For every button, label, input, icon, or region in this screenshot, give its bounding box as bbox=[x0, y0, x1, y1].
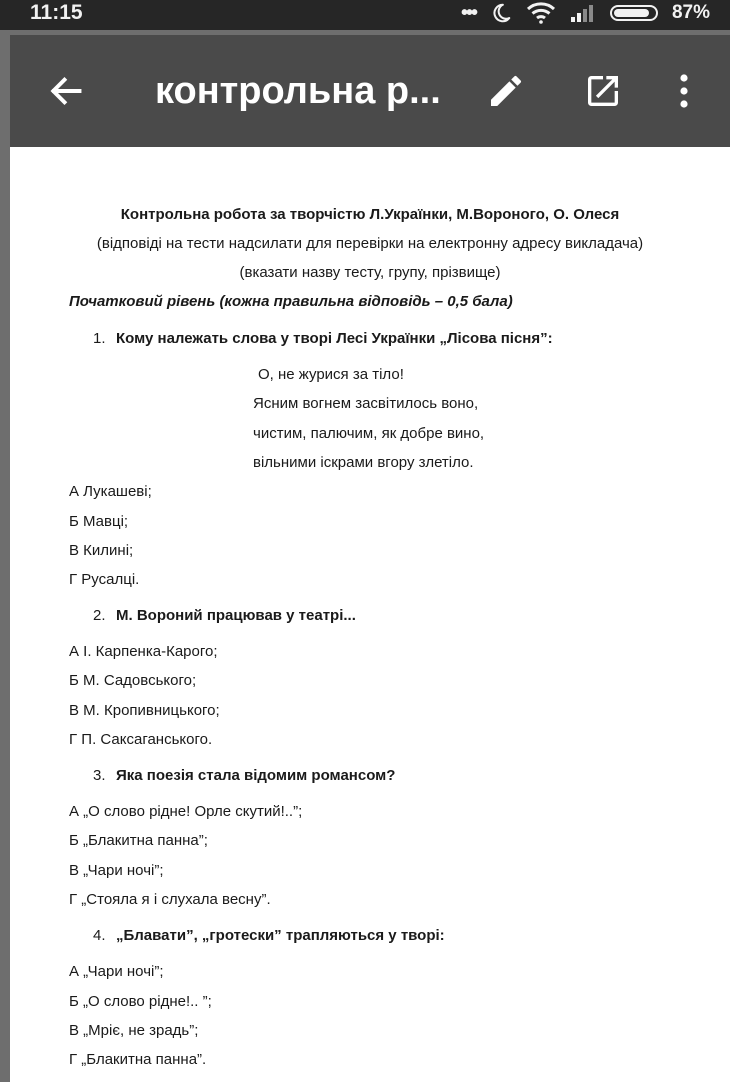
back-arrow-icon[interactable] bbox=[48, 73, 84, 109]
question-text: М. Вороний працював у театрі... bbox=[116, 607, 356, 624]
answer-option: А „Чари ночі”; bbox=[69, 963, 164, 980]
edit-pencil-icon[interactable] bbox=[486, 71, 526, 111]
answer-option: А Лукашеві; bbox=[69, 483, 152, 500]
status-bar bbox=[0, 0, 730, 30]
answer-option: А „О слово рідне! Орле скутий!..”; bbox=[69, 803, 303, 820]
more-notifications-icon: ••• bbox=[460, 1, 476, 24]
answer-option: Б Мавці; bbox=[69, 513, 129, 530]
answer-option: В „Чари ночі”; bbox=[69, 862, 164, 879]
answer-option: В „Мріє, не зрадь”; bbox=[69, 1022, 199, 1039]
answer-option: Б „Блакитна панна”; bbox=[69, 832, 208, 849]
answer-option: В М. Кропивницького; bbox=[69, 702, 220, 719]
battery-icon bbox=[610, 5, 658, 21]
wifi-icon bbox=[526, 2, 556, 24]
answer-option: А І. Карпенка-Карого; bbox=[69, 643, 218, 660]
question-number: 4. bbox=[93, 927, 106, 944]
status-icons bbox=[461, 0, 710, 26]
question-text: „Блавати”, „гротески” трапляються у творі: bbox=[116, 927, 445, 944]
question-number: 1. bbox=[93, 330, 106, 347]
question-text: Кому належать слова у творі Лесі Українки „Лісова пісня”: bbox=[116, 330, 553, 347]
doc-subtitle-2: (вказати назву тесту, групу, прізвище) bbox=[239, 264, 501, 281]
signal-icon bbox=[570, 3, 596, 23]
clock: 11:15 bbox=[30, 1, 83, 24]
doc-heading: Контрольна робота за творчістю Л.Українки, М.Вороного, О. Олеся bbox=[120, 206, 620, 223]
more-vert-icon[interactable] bbox=[672, 71, 696, 111]
answer-option: Г „Блакитна панна”. bbox=[69, 1051, 207, 1068]
question-number: 2. bbox=[93, 607, 106, 624]
open-in-new-icon[interactable] bbox=[583, 71, 623, 111]
level-heading: Початковий рівень (кожна правильна відповідь – 0,5 бала) bbox=[69, 293, 513, 310]
battery-percent: 87% bbox=[671, 2, 710, 23]
document-title: контрольна р... bbox=[155, 70, 441, 112]
answer-option: В Килині; bbox=[69, 542, 134, 559]
do-not-disturb-moon-icon bbox=[490, 2, 512, 24]
battery-level bbox=[614, 9, 649, 17]
quote-line: вільними іскрами вгору злетіло. bbox=[253, 454, 474, 471]
doc-subtitle-1: (відповіді на тести надсилати для перевірки на електронну адресу викладача) bbox=[96, 235, 644, 252]
quote-line: чистим, палючим, як добре вино, bbox=[253, 425, 485, 442]
quote-line: О, не журися за тіло! bbox=[258, 366, 404, 383]
question-text: Яка поезія стала відомим романсом? bbox=[116, 767, 396, 784]
app-bar bbox=[10, 35, 730, 147]
document-page[interactable] bbox=[10, 147, 730, 1082]
answer-option: Г П. Саксаганського. bbox=[69, 731, 213, 748]
answer-option: Б М. Садовського; bbox=[69, 672, 197, 689]
answer-option: Г „Стояла я і слухала весну”. bbox=[69, 891, 271, 908]
question-number: 3. bbox=[93, 767, 106, 784]
answer-option: Г Русалці. bbox=[69, 571, 140, 588]
quote-line: Ясним вогнем засвітилось воно, bbox=[253, 395, 479, 412]
answer-option: Б „О слово рідне!.. ”; bbox=[69, 993, 212, 1010]
